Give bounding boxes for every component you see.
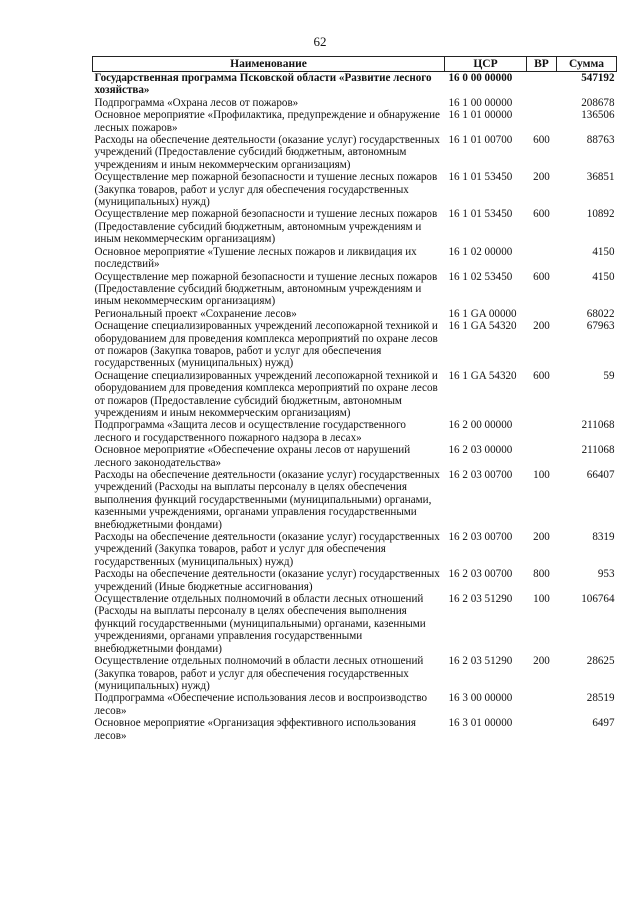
cell-name: Подпрограмма «Охрана лесов от пожаров»: [94, 96, 299, 109]
cell-sum: 953: [597, 568, 615, 581]
table-row: [93, 531, 617, 568]
cell-csr: 16 2 03 00700: [448, 469, 513, 481]
table-row: [93, 717, 617, 742]
cell-sum: 10892: [586, 208, 615, 221]
table-row: [93, 109, 617, 134]
table-row: [93, 134, 617, 171]
cell-vr: 200: [533, 171, 550, 184]
cell-name: Оснащение специализированных учреждений лесопожарной техникой и оборудованием для проведения комплекса мероприятий по охране лесов от пожаров (Предоставление субсидий бюджетным, автономным учреждениям и иным некоммерческим организациям): [94, 369, 438, 419]
cell-vr: [527, 72, 557, 97]
table-row: [93, 568, 617, 593]
table-row: [93, 97, 617, 109]
cell-vr: 600: [533, 134, 550, 147]
table-row: [93, 308, 617, 320]
header-sum: Сумма: [557, 57, 617, 72]
cell-name: Основное мероприятие «Организация эффективного использования лесов»: [94, 717, 416, 742]
cell-csr: 16 1 01 00000: [448, 109, 513, 122]
cell-name: Оснащение специализированных учреждений лесопожарной техникой и оборудованием для проведения комплекса мероприятий по охране лесов от пожаров (Закупка товаров, работ и услуг для обеспечения государственных (муниципальных) нужд): [94, 320, 438, 370]
cell-vr: 100: [533, 469, 550, 481]
cell-vr: [527, 109, 557, 134]
cell-vr: 800: [533, 568, 550, 581]
cell-name: Подпрограмма «Защита лесов и осуществление государственного лесного и государственного пожарного надзора в лесах»: [94, 419, 406, 444]
cell-sum: 59: [603, 369, 615, 382]
cell-vr: [527, 419, 557, 444]
cell-vr: 600: [533, 369, 550, 382]
table-row: [93, 593, 617, 655]
cell-vr: [527, 717, 557, 742]
cell-name: Основное мероприятие «Тушение лесных пожаров и ликвидация их последствий»: [94, 245, 417, 271]
cell-csr: 16 2 03 00700: [448, 568, 513, 581]
cell-name: Расходы на обеспечение деятельности (оказание услуг) государственных учреждений (Закупка товаров, работ и услуг для обеспечения государственных (муниципальных) нужд): [94, 531, 440, 568]
cell-name: Осуществление отдельных полномочий в области лесных отношений (Расходы на выплаты персоналу в целях обеспечения выполнения функций государственными (муниципальными) органами, казенными учреждениями, органами управления государственными внебюджетными фондами): [94, 593, 426, 655]
table-row: [93, 246, 617, 271]
cell-csr: 16 1 GA 54320: [448, 369, 517, 382]
table-row: [93, 171, 617, 208]
cell-sum: 88763: [586, 134, 615, 147]
header-vr: ВР: [527, 57, 557, 72]
cell-csr: 16 1 01 53450: [448, 208, 513, 221]
cell-vr: [527, 246, 557, 271]
cell-csr: 16 3 00 00000: [448, 692, 513, 705]
cell-csr: 16 1 GA 00000: [448, 307, 517, 320]
cell-sum: 28519: [586, 692, 615, 705]
cell-name: Региональный проект «Сохранение лесов»: [94, 307, 297, 320]
cell-name: Основное мероприятие «Обеспечение охраны лесов от нарушений лесного законодательства»: [94, 444, 411, 469]
cell-name: Расходы на обеспечение деятельности (оказание услуг) государственных учреждений (Предоставление субсидий бюджетным, автономным учреждениям и иным некоммерческим организациям): [94, 134, 440, 171]
cell-vr: 200: [533, 531, 550, 544]
page-number: 62: [313, 34, 327, 49]
table-row: [93, 444, 617, 469]
header-csr: ЦСР: [445, 57, 527, 72]
cell-name: Расходы на обеспечение деятельности (оказание услуг) государственных учреждений (Расходы на выплаты персоналу в целях обеспечения выполнения функций государственными (муниципальными) органами, казенными учреждениями, органами управления государственными внебюджетными фондами): [94, 469, 440, 531]
cell-vr: [527, 444, 557, 469]
cell-name: Осуществление мер пожарной безопасности и тушение лесных пожаров (Предоставление субсидий бюджетным, автономным учреждениям и иным некоммерческим организациям): [94, 270, 438, 308]
budget-table: [92, 56, 617, 742]
cell-csr: 16 1 02 00000: [448, 245, 513, 258]
cell-vr: 100: [533, 593, 550, 606]
cell-sum: 4150: [592, 270, 615, 283]
cell-sum: 106764: [581, 593, 615, 606]
cell-sum: 36851: [586, 171, 615, 184]
cell-sum: 68022: [586, 307, 615, 320]
table-row: [93, 72, 617, 97]
cell-name: Осуществление отдельных полномочий в области лесных отношений (Закупка товаров, работ и услуг для обеспечения государственных (муниципальных) нужд): [94, 655, 424, 692]
cell-sum: 211068: [581, 444, 615, 457]
cell-csr: 16 2 03 51290: [448, 593, 513, 606]
cell-csr: 16 1 01 53450: [448, 171, 513, 184]
cell-vr: 600: [533, 270, 550, 283]
cell-csr: 16 2 03 51290: [448, 655, 513, 668]
cell-sum: 67963: [586, 320, 615, 333]
cell-sum: 8319: [592, 531, 615, 544]
header-row: [93, 57, 617, 72]
cell-csr: 16 2 03 00000: [448, 444, 513, 457]
cell-csr: 16 2 03 00700: [448, 531, 513, 544]
cell-name: Подпрограмма «Обеспечение использования лесов и воспроизводство лесов»: [94, 692, 428, 717]
cell-name: Осуществление мер пожарной безопасности и тушение лесных пожаров (Закупка товаров, работ и услуг для обеспечения государственных (муниципальных) нужд): [94, 171, 438, 209]
cell-vr: 200: [533, 320, 550, 333]
table-row: [93, 320, 617, 370]
cell-sum: 208678: [581, 96, 615, 109]
cell-vr: [527, 692, 557, 717]
table-row: [93, 208, 617, 245]
cell-csr: 16 1 01 00700: [448, 134, 513, 147]
table-row: [93, 469, 617, 531]
cell-csr: 16 1 GA 54320: [448, 320, 517, 333]
cell-sum: 6497: [592, 717, 615, 730]
cell-vr: 600: [533, 208, 550, 221]
cell-sum: 28625: [586, 655, 615, 668]
cell-name: Осуществление мер пожарной безопасности и тушение лесных пожаров (Предоставление субсидий бюджетным, автономным учреждениям и иным некоммерческим организациям): [94, 208, 438, 246]
table-row: [93, 692, 617, 717]
header-name: Наименование: [93, 57, 445, 72]
cell-sum: 547192: [581, 72, 615, 84]
cell-csr: 16 0 00 00000: [448, 72, 513, 84]
cell-csr: 16 1 02 53450: [448, 270, 513, 283]
table-header: [93, 57, 617, 72]
cell-vr: 200: [533, 655, 550, 668]
cell-vr: [527, 97, 557, 109]
cell-sum: 66407: [586, 469, 615, 481]
cell-csr: 16 3 01 00000: [448, 717, 513, 730]
cell-name: Основное мероприятие «Профилактика, предупреждение и обнаружение лесных пожаров»: [94, 109, 440, 134]
table-body: [93, 72, 617, 742]
cell-sum: 211068: [581, 419, 615, 432]
table-row: [93, 370, 617, 420]
table-row: [93, 655, 617, 692]
table-row: [93, 271, 617, 308]
cell-csr: 16 1 00 00000: [448, 96, 513, 109]
cell-sum: 136506: [581, 109, 615, 122]
cell-name: Расходы на обеспечение деятельности (оказание услуг) государственных учреждений (Иные бюджетные ассигнования): [94, 568, 440, 593]
table-row: [93, 419, 617, 444]
cell-name: Государственная программа Псковской области «Развитие лесного хозяйства»: [94, 72, 432, 97]
cell-sum: 4150: [592, 245, 615, 258]
cell-csr: 16 2 00 00000: [448, 419, 513, 432]
cell-vr: [527, 308, 557, 320]
